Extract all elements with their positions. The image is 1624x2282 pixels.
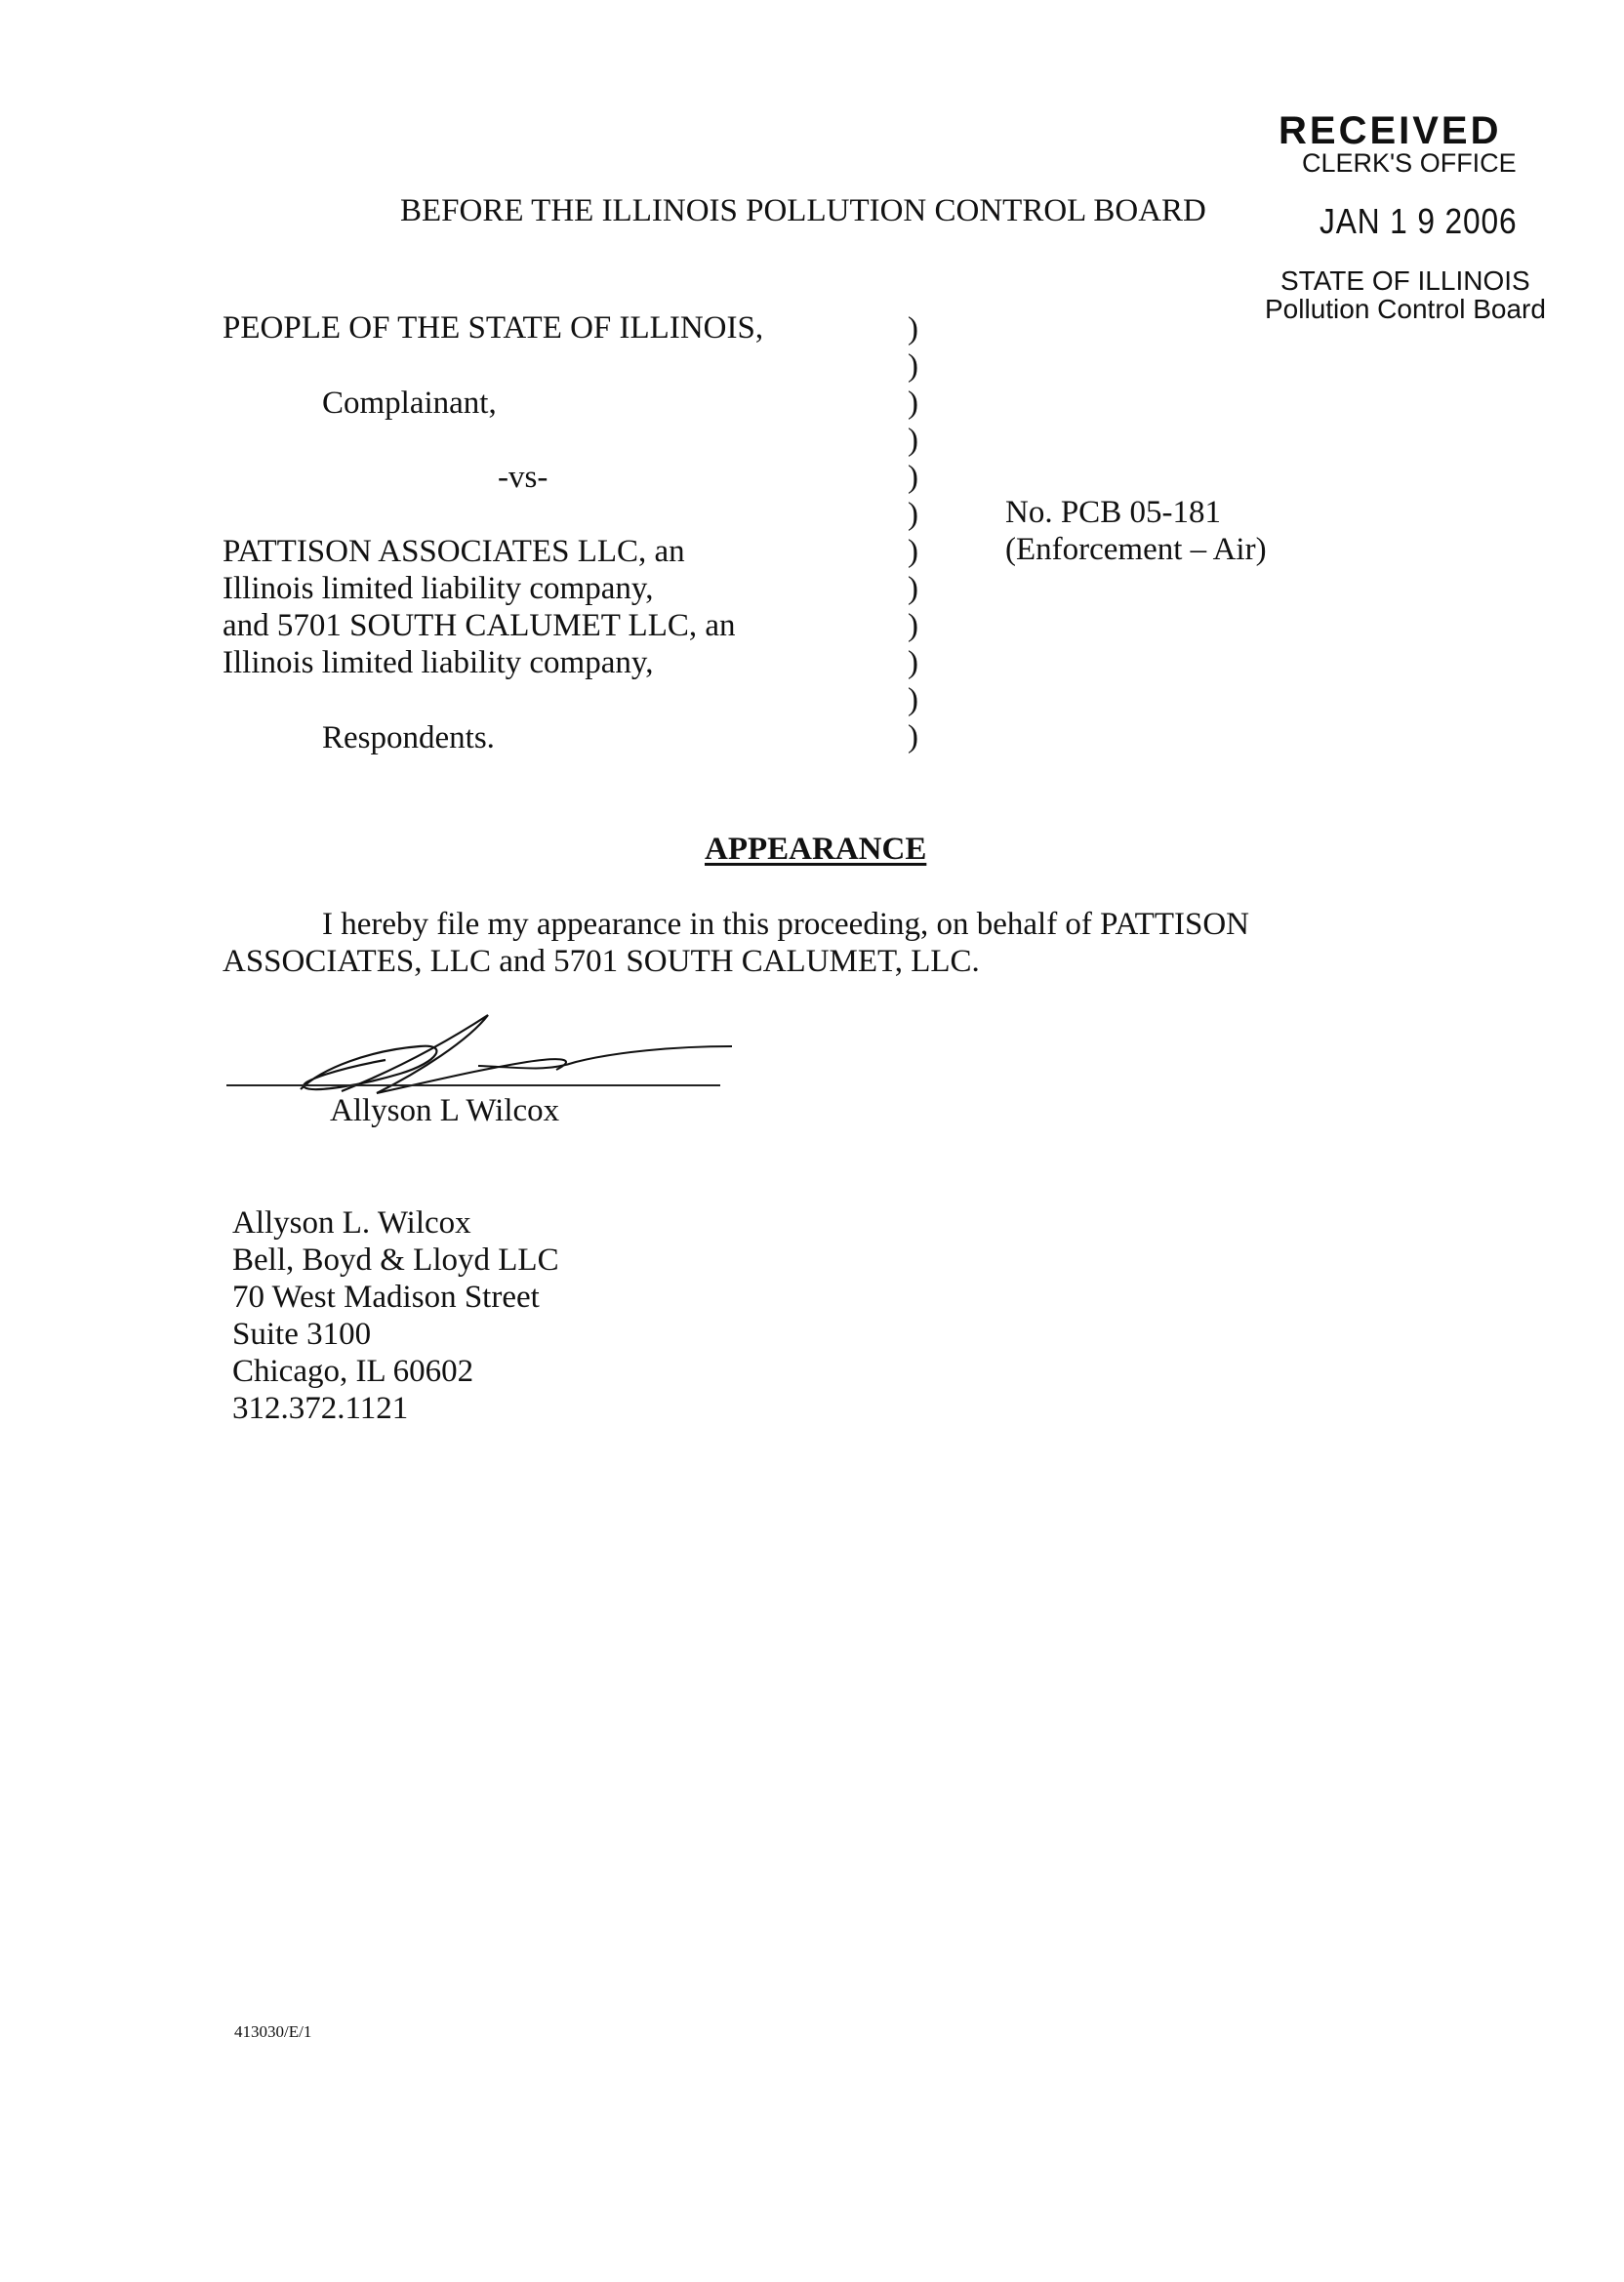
body-text-line: ASSOCIATES, LLC and 5701 SOUTH CALUMET, LLC.: [223, 944, 980, 979]
respondent-line: Illinois limited liability company,: [223, 571, 654, 606]
document-header-title: BEFORE THE ILLINOIS POLLUTION CONTROL BOARD: [400, 193, 1206, 228]
caption-paren: ): [908, 348, 918, 384]
signature-line: [226, 1084, 720, 1086]
complainant-party: PEOPLE OF THE STATE OF ILLINOIS,: [223, 310, 764, 346]
stamp-received-text: RECEIVED: [1279, 109, 1502, 152]
caption-paren: ): [908, 571, 918, 606]
stamp-date: JAN 1 9 2006: [1320, 201, 1518, 241]
address-line: Bell, Boyd & Lloyd LLC: [232, 1243, 559, 1278]
stamp-office-text: CLERK'S OFFICE: [1302, 148, 1517, 178]
respondent-role: Respondents.: [322, 720, 495, 755]
caption-paren: ): [908, 682, 918, 717]
respondent-line: and 5701 SOUTH CALUMET LLC, an: [223, 608, 736, 643]
respondent-line: PATTISON ASSOCIATES LLC, an: [223, 534, 685, 569]
stamp-state-text: STATE OF ILLINOIS: [1280, 265, 1530, 296]
caption-paren: ): [908, 645, 918, 680]
address-line: 312.372.1121: [232, 1391, 409, 1426]
versus-text: -vs-: [498, 460, 548, 495]
document-id: 413030/E/1: [234, 2022, 312, 2041]
complainant-role: Complainant,: [322, 386, 497, 421]
caption-paren: ): [908, 719, 918, 754]
stamp-board-text: Pollution Control Board: [1265, 294, 1546, 324]
caption-paren: ): [908, 386, 918, 421]
caption-paren-column: [908, 310, 918, 755]
address-line: 70 West Madison Street: [232, 1280, 540, 1315]
caption-paren: ): [908, 423, 918, 458]
respondent-line: Illinois limited liability company,: [223, 645, 654, 680]
caption-paren: ): [908, 608, 918, 643]
caption-paren: ): [908, 311, 918, 346]
case-type: (Enforcement – Air): [1005, 532, 1267, 567]
address-line: Suite 3100: [232, 1317, 372, 1352]
caption-paren: ): [908, 460, 918, 495]
document-heading: APPEARANCE: [705, 832, 927, 867]
body-text-line: I hereby file my appearance in this proceeding, on behalf of PATTISON: [322, 907, 1249, 942]
signer-name: Allyson L Wilcox: [330, 1093, 560, 1128]
caption-paren: ): [908, 497, 918, 532]
address-line: Allyson L. Wilcox: [232, 1205, 471, 1241]
case-number: No. PCB 05-181: [1005, 495, 1221, 530]
address-line: Chicago, IL 60602: [232, 1354, 474, 1389]
caption-paren: ): [908, 534, 918, 569]
